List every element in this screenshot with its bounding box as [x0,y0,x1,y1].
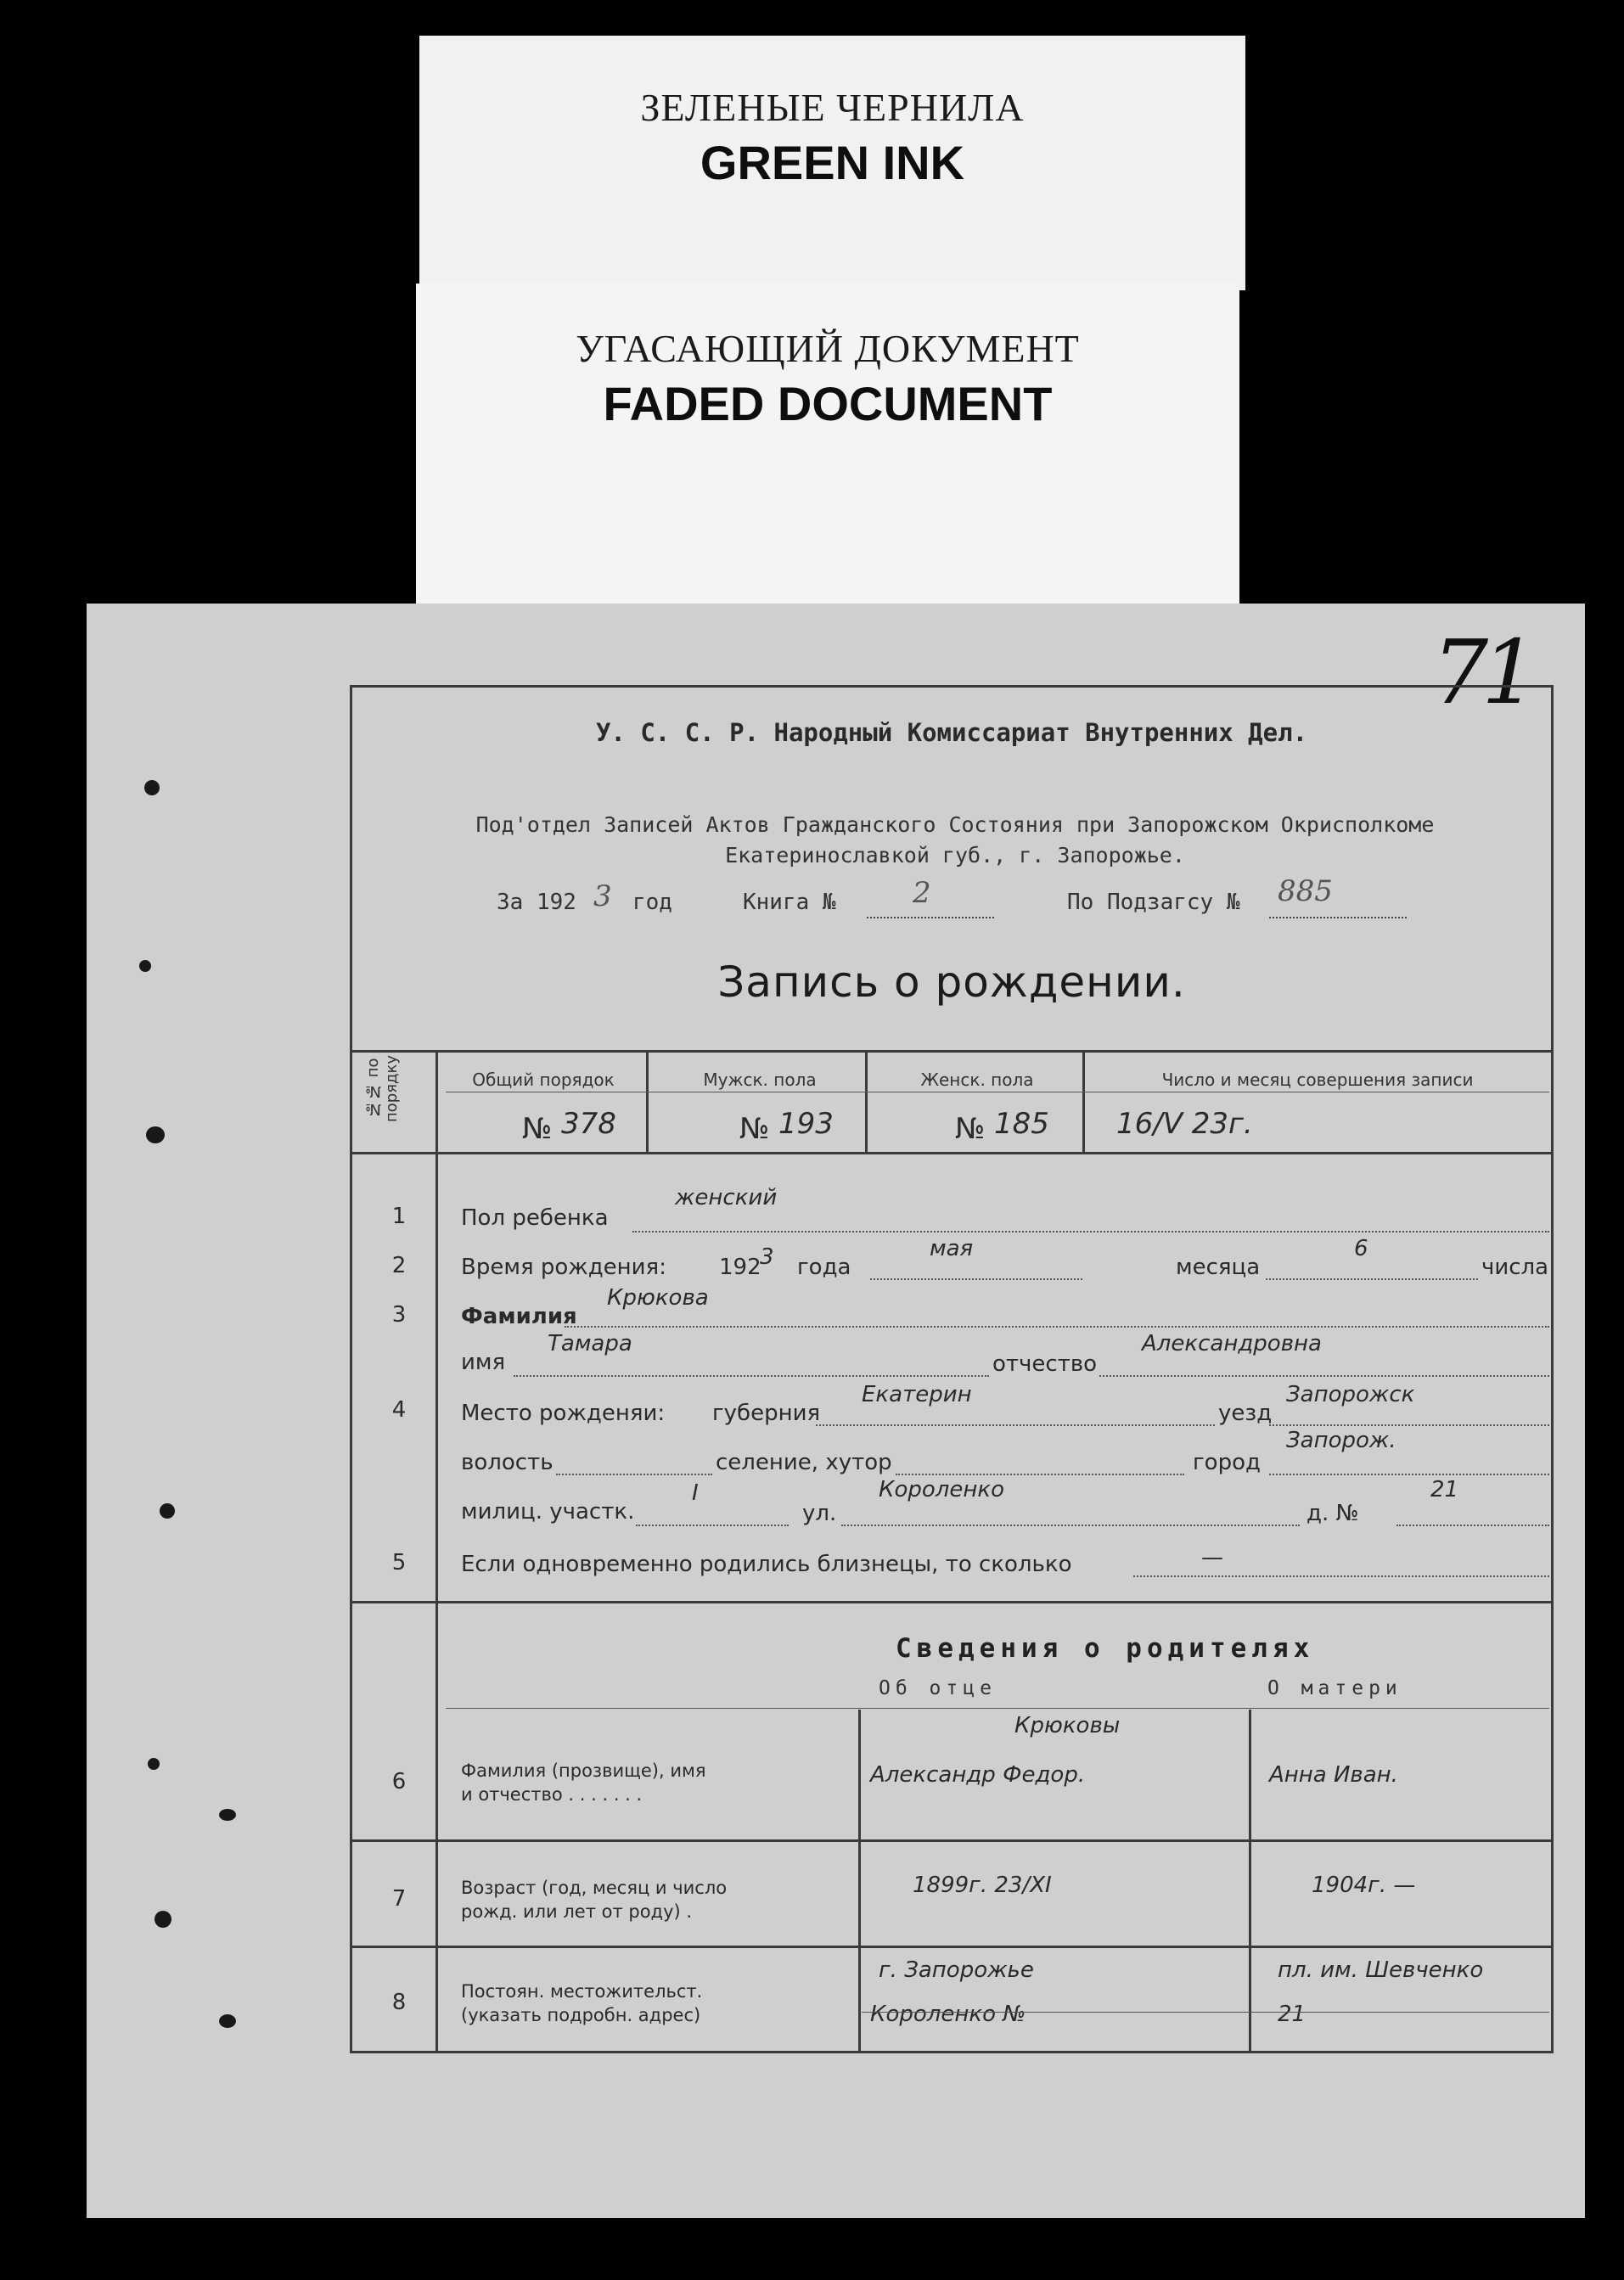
date-header: Число и месяц совершения записи [1161,1070,1474,1090]
house-value: 21 [1430,1477,1459,1502]
birthplace-label: Место рожденяи: [461,1401,666,1426]
volost-label: волость [461,1450,554,1475]
mother-address-line-1: пл. им. Шевченко [1278,1957,1484,1983]
province-fill-line [816,1424,1215,1426]
general-order-header: Общий порядок [472,1070,615,1090]
table-header-bottom-rule [352,1152,1551,1154]
twins-fill-line [1133,1575,1549,1577]
number-column-rule [436,1050,438,2051]
surname-value: Крюкова [607,1285,709,1311]
province-value: Екатерин [862,1382,972,1407]
book-label: Книга № [743,890,836,915]
village-label: селение, хутор [716,1450,892,1475]
row-number-5: 5 [391,1550,407,1575]
punch-hole [160,1503,175,1519]
city-label: город [1193,1450,1261,1475]
column-rule [1082,1050,1085,1152]
twins-value: — [1201,1545,1223,1570]
faded-en: FADED DOCUMENT [603,377,1053,430]
female-value: 185 [994,1107,1049,1141]
general-order-value: 378 [561,1107,616,1141]
birth-month-value: мая [930,1236,974,1261]
male-no-sign: № [739,1112,770,1146]
street-fill-line [841,1525,1300,1526]
faded-document-card [416,284,1239,609]
office-line-2: Екатеринославкой губ., г. Запорожье. [725,843,1185,868]
mother-name-value: Анна Иван. [1269,1762,1398,1788]
parent-name-label-line-2: и отчество . . . . . . . [461,1784,643,1805]
name-fill-line [514,1375,989,1377]
male-value: 193 [778,1107,834,1141]
ministry-header: У. С. С. Р. Народный Комиссариат Внутренних Дел. [595,718,1308,747]
father-age-value: 1899г. 23/XI [913,1873,1052,1898]
patronymic-fill-line [1099,1375,1549,1377]
parents-surname-value: Крюковы [1014,1713,1121,1738]
punch-hole [155,1911,171,1928]
parents-header-rule [446,1708,1549,1709]
surname-fill-line [565,1326,1549,1328]
birth-day-label: числа [1481,1255,1549,1280]
father-address-line-2: Короленко № [870,2002,1026,2027]
punch-hole [219,1809,236,1821]
city-fill-line [1269,1474,1549,1475]
parent-address-label-line-1: Постоян. местожительст. [461,1981,703,2002]
row-number-1: 1 [391,1204,407,1229]
house-fill-line [1396,1525,1549,1526]
mother-column-rule [1249,1710,1251,2051]
row-6-bottom-rule [352,1839,1551,1842]
year-label: За 192 [497,890,576,915]
office-line-1: Под'отдел Записей Актов Гражданского Состояния при Запорожском Окрисполкоме [475,812,1435,837]
column-rule [865,1050,868,1152]
section-divider-rule [352,1601,1551,1603]
mother-age-value: 1904г. — [1312,1873,1416,1898]
birth-month-label: месяца [1176,1255,1261,1280]
row-number-4: 4 [391,1397,407,1423]
subsection-value: 885 [1278,874,1333,908]
punch-hole [219,2014,236,2028]
birth-month-fill-line [870,1278,1082,1280]
green-ink-en: GREEN INK [700,136,965,189]
corner-page-number: 71 [1432,621,1531,724]
mother-address-line-2: 21 [1278,2002,1307,2027]
patronymic-value: Александровна [1142,1331,1322,1356]
subsection-label: По Подзагсу № [1067,890,1240,915]
faded-ru: УГАСАЮЩИЙ ДОКУМЕНТ [576,327,1080,370]
row-number-header: №№ по порядку [364,1054,401,1122]
green-ink-ru: ЗЕЛЕНЫЕ ЧЕРНИЛА [640,86,1025,129]
district-fill-line [1269,1424,1549,1426]
parent-name-label [461,1759,705,1806]
row-7-bottom-rule [352,1946,1551,1948]
city-value: Запорож. [1286,1428,1396,1453]
name-label: имя [461,1350,506,1375]
police-fill-line [636,1525,789,1526]
year-value: 3 [593,879,612,913]
sex-value: женский [675,1185,778,1210]
green-ink-card [419,36,1245,290]
street-label: ул. [802,1501,837,1526]
row-number-7: 7 [391,1886,407,1912]
female-no-sign: № [955,1112,986,1146]
office-header [403,810,1507,871]
female-header: Женск. пола [920,1070,1034,1090]
house-label: д. № [1307,1501,1359,1526]
district-value: Запорожск [1286,1382,1415,1407]
mother-column-header: О матери [1267,1677,1402,1699]
birth-year-value: 3 [760,1244,774,1270]
province-label: губерния [712,1401,821,1426]
subsection-fill-line [1269,917,1407,918]
book-value: 2 [913,876,931,910]
parents-section-title: Сведения о родителях [896,1633,1315,1664]
parent-age-label-line-2: рожд. или лет от роду) . [461,1901,693,1922]
record-date-value: 16/V 23г. [1116,1107,1253,1141]
general-no-sign: № [522,1112,553,1146]
birth-time-label: Время рождения: [461,1255,666,1280]
row-number-2: 2 [391,1253,407,1278]
twins-label: Если одновременно родились близнецы, то сколько [461,1552,1072,1577]
page-title: Запись о рождении. [717,957,1186,1007]
male-header: Мужск. пола [703,1070,817,1090]
punch-hole [144,780,160,795]
parent-address-label-line-2: (указать подробн. адрес) [461,2005,701,2025]
row-number-3: 3 [391,1302,407,1328]
birth-year-suffix: года [797,1255,851,1280]
table-top-rule [352,1050,1551,1053]
punch-hole [139,960,151,972]
birth-day-fill-line [1266,1278,1478,1280]
patronymic-label: отчество [992,1351,1098,1377]
year-suffix: год [632,890,672,915]
parent-name-label-line-1: Фамилия (прозвище), имя [461,1761,706,1781]
punch-hole [148,1758,160,1770]
row-number-8: 8 [391,1990,407,2015]
district-label: уезд [1218,1401,1273,1426]
punch-hole [146,1126,165,1143]
father-column-rule [858,1710,861,2051]
sex-fill-line [632,1231,1549,1233]
row-number-6: 6 [391,1769,407,1794]
name-value: Тамара [548,1331,632,1356]
father-column-header: Об отце [879,1677,997,1699]
column-rule [646,1050,649,1152]
surname-label: Фамилия [461,1304,577,1329]
police-label: милиц. участк. [461,1499,635,1525]
birth-record-sheet [87,604,1585,2218]
sex-label: Пол ребенка [461,1205,609,1231]
birth-year-prefix: 192 [719,1255,761,1280]
police-value: I [692,1480,699,1506]
father-name-value: Александр Федор. [870,1762,1086,1788]
street-value: Короленко [879,1477,1005,1502]
parent-age-label [461,1876,727,1923]
parent-address-label [461,1980,702,2027]
book-fill-line [867,917,994,918]
registration-line [352,874,1551,925]
village-fill-line [896,1474,1184,1475]
birth-record-form [350,685,1554,2053]
parent-age-label-line-1: Возраст (год, месяц и число [461,1878,728,1898]
father-address-line-1: г. Запорожье [879,1957,1034,1983]
volost-fill-line [556,1474,712,1475]
address-mid-rule [862,2012,1549,2013]
birth-day-value: 6 [1354,1236,1368,1261]
